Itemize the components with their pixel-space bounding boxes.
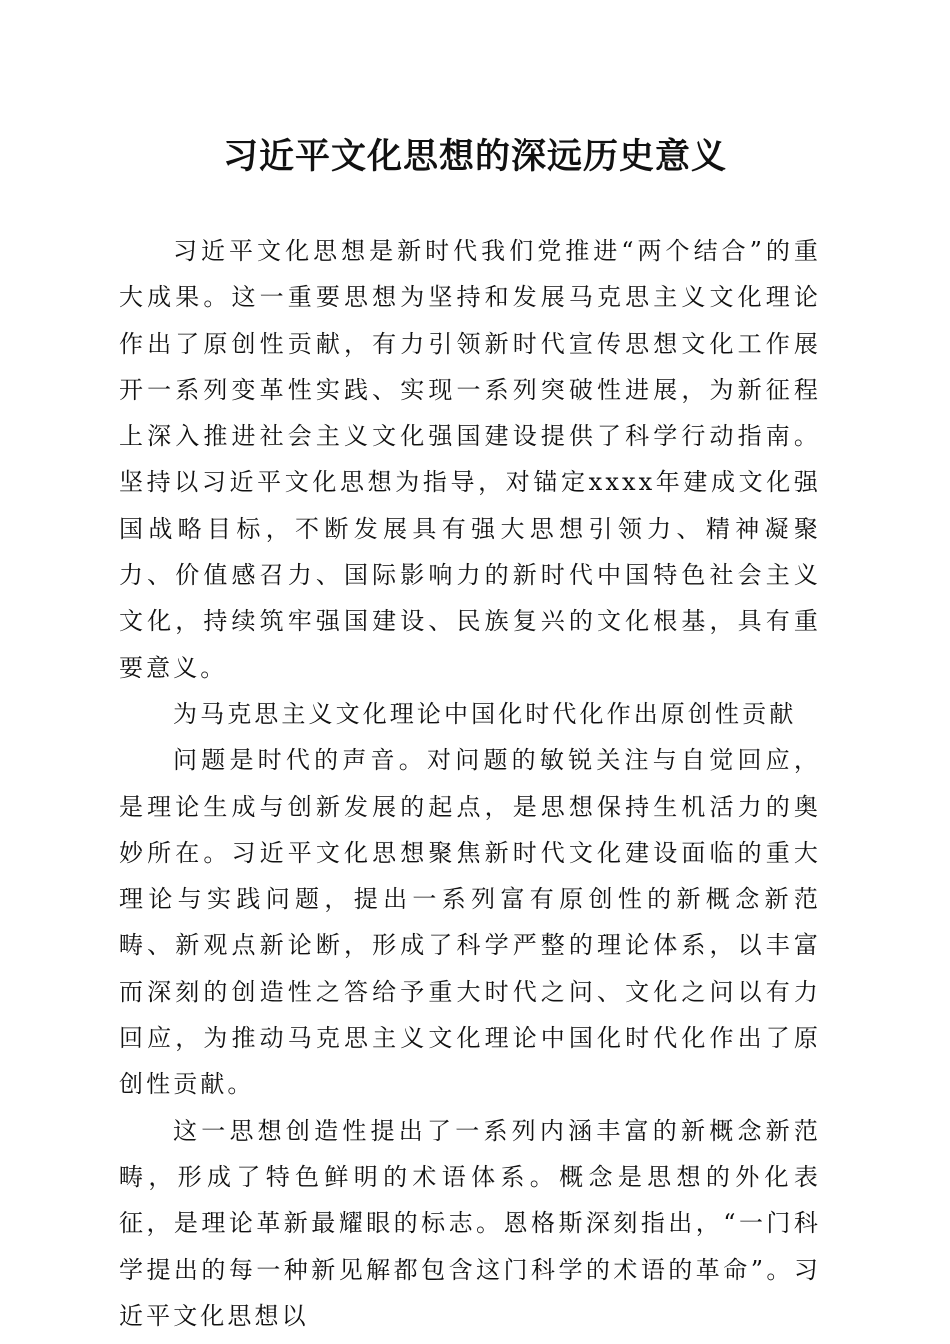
- document-body: [119, 228, 821, 1339]
- document-title: 习近平文化思想的深远历史意义: [222, 136, 727, 177]
- paragraph-problem: 问题是时代的声音。对问题的敏锐关注与自觉回应，是理论生成与创新发展的起点，是思想保持生机活力的奥妙所在。习近平文化思想聚焦新时代文化建设面临的重大理论与实践问题，提出一系列富有原创性的新概念新范畴、新观点新论断，形成了科学严整的理论体系，以丰富而深刻的创造性之答给予重大时代之问、文化之问以有力回应，为推动马克思主义文化理论中国化时代化作出了原创性贡献。: [119, 746, 821, 1099]
- section-heading: 为马克思主义文化理论中国化时代化作出原创性贡献: [173, 699, 797, 728]
- paragraph-intro: 习近平文化思想是新时代我们党推进“两个结合”的重大成果。这一重要思想为坚持和发展马克思主义文化理论作出了原创性贡献，有力引领新时代宣传思想文化工作展开一系列变革性实践、实现一系列突破性进展，为新征程上深入推进社会主义文化强国建设提供了科学行动指南。坚持以习近平文化思想为指导，对锚定xxxx年建成文化强国战略目标，不断发展具有强大思想引领力、精神凝聚力、价值感召力、国际影响力的新时代中国特色社会主义文化，持续筑牢强国建设、民族复兴的文化根基，具有重要意义。: [119, 237, 821, 682]
- paragraph-concepts: 这一思想创造性提出了一系列内涵丰富的新概念新范畴，形成了特色鲜明的术语体系。概念是思想的外化表征，是理论革新最耀眼的标志。恩格斯深刻指出，“一门科学提出的每一种新见解都包含这门科学的术语的革命”。习近平文化思想以: [119, 1116, 821, 1330]
